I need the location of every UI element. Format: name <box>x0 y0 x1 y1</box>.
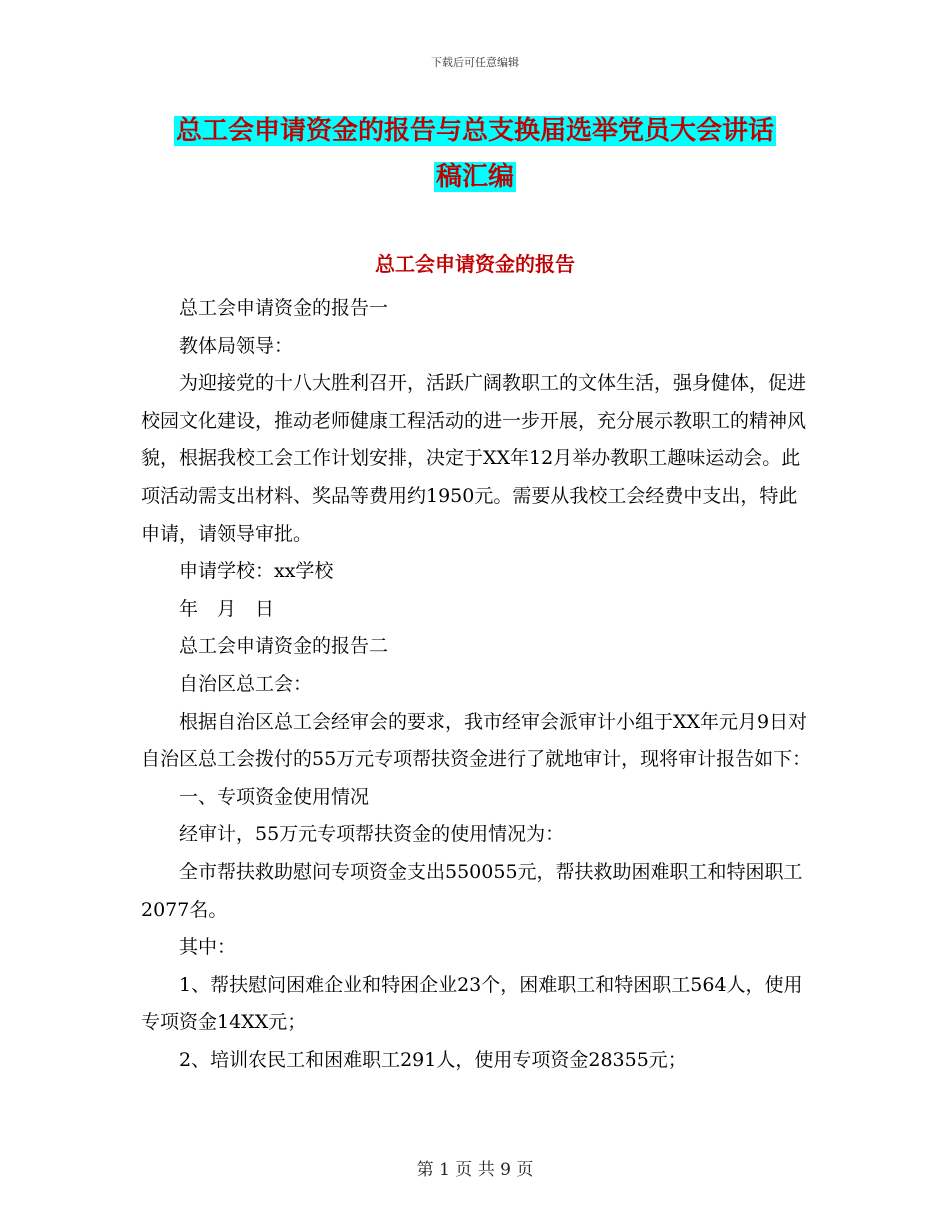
header-note: 下载后可任意编辑 <box>431 56 519 69</box>
paragraph: 总工会申请资金的报告一 <box>179 297 389 319</box>
paragraph: 其中： <box>179 936 237 959</box>
body-text <box>141 290 813 1079</box>
section-title: 总工会申请资金的报告 <box>375 252 575 276</box>
document-title <box>140 108 810 200</box>
title-line-2: 稿汇编 <box>435 162 514 192</box>
paragraph: 自治区总工会： <box>179 672 313 695</box>
paragraph: 2、培训农民工和困难职工291人，使用专项资金28355元； <box>179 1048 687 1071</box>
paragraph: 总工会申请资金的报告二 <box>179 635 389 658</box>
paragraph: 全市帮扶救助慰问专项资金支出550055元，帮扶救助困难职工和特困职工2077名。 <box>141 860 803 921</box>
paragraph: 年 月 日 <box>179 597 275 620</box>
paragraph: 1、帮扶慰问困难企业和特困企业23个，困难职工和特困职工564人，使用专项资金14XX元； <box>141 973 803 1034</box>
paragraph: 为迎接党的十八大胜利召开，活跃广阔教职工的文体生活，强身健体，促进校园文化建设，推动老师健康工程活动的进一步开展，充分展示教职工的精神风貌，根据我校工会工作计划安排，决定于XX年12月举办教职工趣味运动会。此项活动需支出材料、奖品等费用约1950元。需要从我校工会经费中支出，特此申请，请领导审批。 <box>141 372 807 545</box>
paragraph: 教体局领导： <box>179 334 294 357</box>
paragraph: 根据自治区总工会经审会的要求，我市经审会派审计小组于XX年元月9日对自治区总工会拨付的55万元专项帮扶资金进行了就地审计，现将审计报告如下： <box>141 710 812 771</box>
title-line-1: 总工会申请资金的报告与总支换届选举党员大会讲话 <box>175 116 774 146</box>
page-footer: 第 1 页 共 9 页 <box>416 1160 534 1180</box>
paragraph: 申请学校：xx学校 <box>179 560 334 583</box>
paragraph: 经审计，55万元专项帮扶资金的使用情况为： <box>179 823 565 846</box>
paragraph: 一、专项资金使用情况 <box>179 785 370 808</box>
